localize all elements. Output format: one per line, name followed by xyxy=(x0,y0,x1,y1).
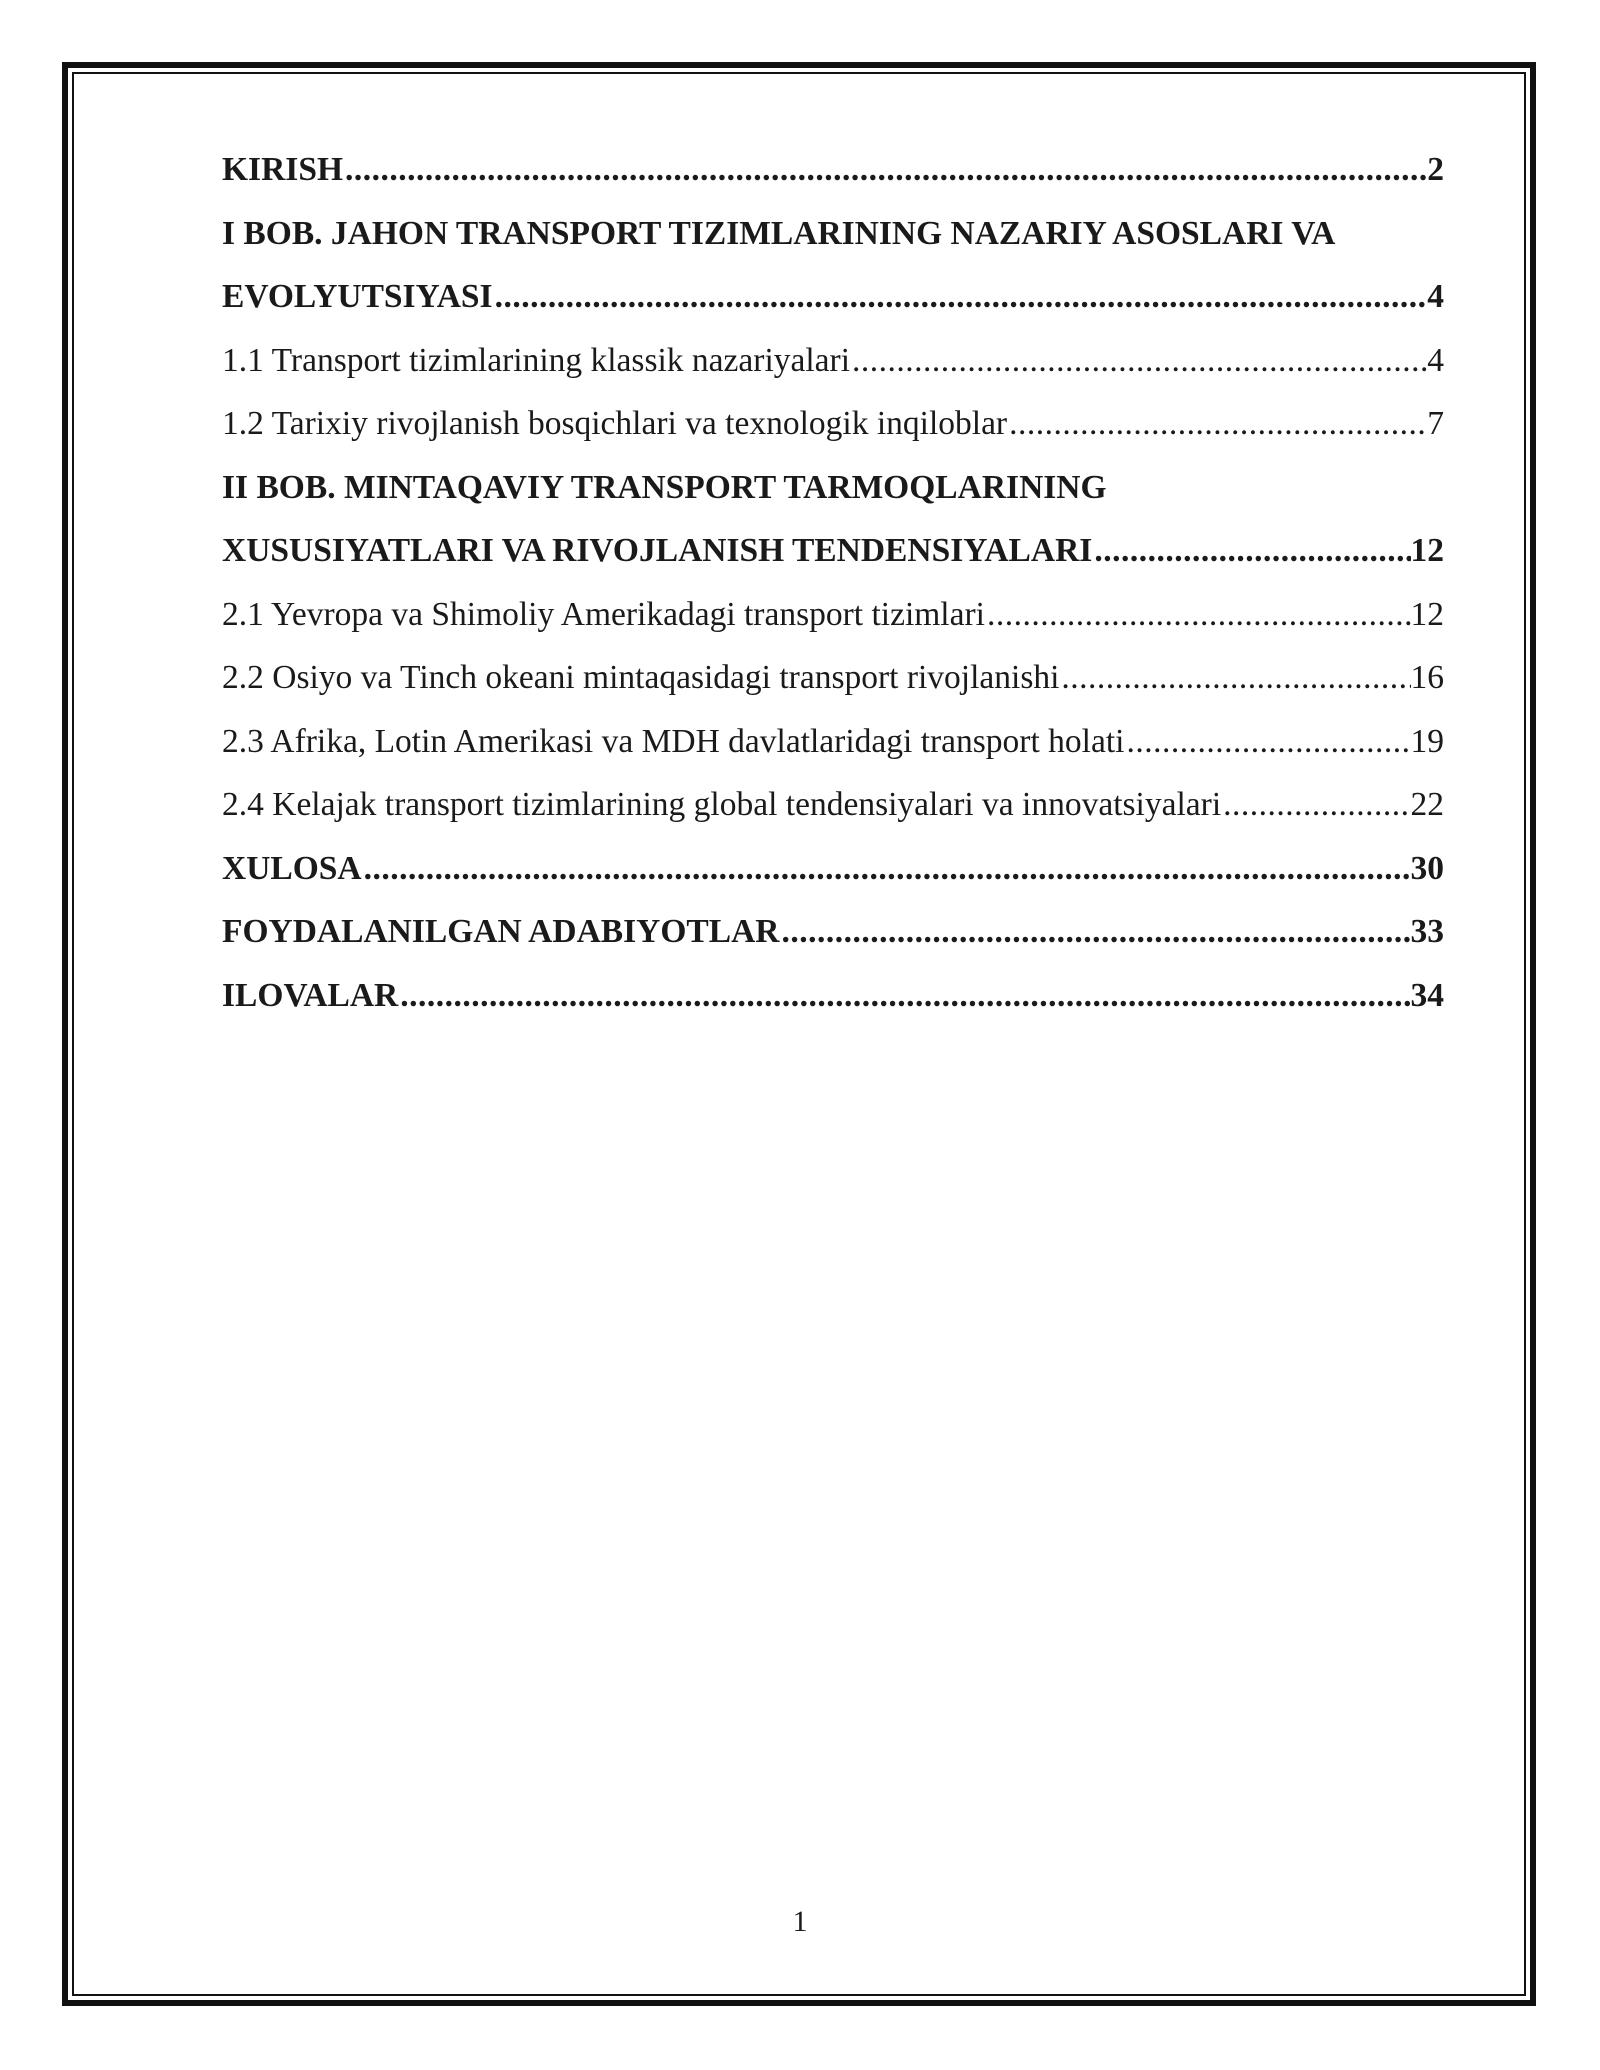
toc-chapter-heading-1 xyxy=(222,202,1444,266)
dot-leader xyxy=(398,964,1410,1028)
toc-entry-page: 16 xyxy=(1410,659,1444,696)
toc-entry-section-1-2[interactable] xyxy=(222,392,1444,456)
page-number: 1 xyxy=(792,1905,808,1938)
dot-leader xyxy=(850,329,1427,393)
toc-entry-title: 2.2 Osiyo va Tinch okeani mintaqasidagi transport rivojlanishi xyxy=(222,659,1060,696)
toc-entry-page: 4 xyxy=(1427,341,1444,379)
dot-leader xyxy=(779,900,1410,964)
toc-entry-title: 1.1 Transport tizimlarining klassik nazariyalari xyxy=(222,341,851,379)
toc-entry-title: KIRISH xyxy=(222,151,344,188)
toc-entry-page: 12 xyxy=(1410,532,1444,569)
toc-entry-page: 30 xyxy=(1410,849,1444,887)
dot-leader xyxy=(985,583,1411,647)
toc-entry-kirish[interactable] xyxy=(222,138,1444,202)
dot-leader xyxy=(1221,773,1410,837)
dot-leader xyxy=(1059,646,1410,710)
toc-entry-section-1-1[interactable] xyxy=(222,329,1444,393)
toc-entry-page: 33 xyxy=(1410,913,1444,950)
dot-leader xyxy=(362,837,1411,901)
toc-entry-page: 22 xyxy=(1410,786,1444,823)
toc-entry-section-2-1[interactable] xyxy=(222,583,1444,647)
toc-entry-section-2-3[interactable] xyxy=(222,710,1444,774)
toc-entry-title: FOYDALANILGAN ADABIYOTLAR xyxy=(222,913,780,950)
toc-heading-title: I BOB. JAHON TRANSPORT TIZIMLARINING NAZARIY ASOSLARI VA xyxy=(222,214,1336,252)
toc-entry-page: 19 xyxy=(1410,722,1444,760)
toc-entry-chapter-2[interactable] xyxy=(222,519,1444,583)
dot-leader xyxy=(343,138,1427,202)
toc-entry-adabiyotlar[interactable] xyxy=(222,900,1444,964)
toc-entry-title: EVOLYUTSIYASI xyxy=(222,278,493,315)
toc-entry-title: ILOVALAR xyxy=(222,976,399,1014)
toc-entry-section-2-2[interactable] xyxy=(222,646,1444,710)
toc-entry-page: 4 xyxy=(1427,278,1444,315)
toc-entry-section-2-4[interactable] xyxy=(222,773,1444,837)
toc-entry-title: 2.3 Afrika, Lotin Amerikasi va MDH davlatlaridagi transport holati xyxy=(222,722,1125,760)
toc-entry-title: 1.2 Tarixiy rivojlanish bosqichlari va texnologik inqiloblar xyxy=(222,405,1008,442)
toc-entry-page: 12 xyxy=(1410,595,1444,633)
toc-entry-page: 34 xyxy=(1410,976,1444,1014)
toc-entry-title: XULOSA xyxy=(222,849,362,887)
dot-leader xyxy=(493,265,1428,329)
toc-entry-page: 7 xyxy=(1427,405,1444,442)
toc-entry-page: 2 xyxy=(1427,151,1444,188)
dot-leader xyxy=(1007,392,1427,456)
toc-entry-title: XUSUSIYATLARI VA RIVOJLANISH TENDENSIYALARI xyxy=(222,532,1093,569)
toc-entry-ilovalar[interactable] xyxy=(222,964,1444,1028)
toc-heading-title: II BOB. MINTAQAVIY TRANSPORT TARMOQLARINING xyxy=(222,468,1107,506)
dot-leader xyxy=(1092,519,1410,583)
toc-entry-title: 2.1 Yevropa va Shimoliy Amerikadagi transport tizimlari xyxy=(222,595,985,633)
toc-chapter-heading-2 xyxy=(222,456,1444,520)
toc-entry-xulosa[interactable] xyxy=(222,837,1444,901)
toc-entry-chapter-1[interactable] xyxy=(222,265,1444,329)
table-of-contents xyxy=(222,138,1444,1027)
dot-leader xyxy=(1124,710,1410,774)
toc-entry-title: 2.4 Kelajak transport tizimlarining global tendensiyalari va innovatsiyalari xyxy=(222,786,1222,823)
